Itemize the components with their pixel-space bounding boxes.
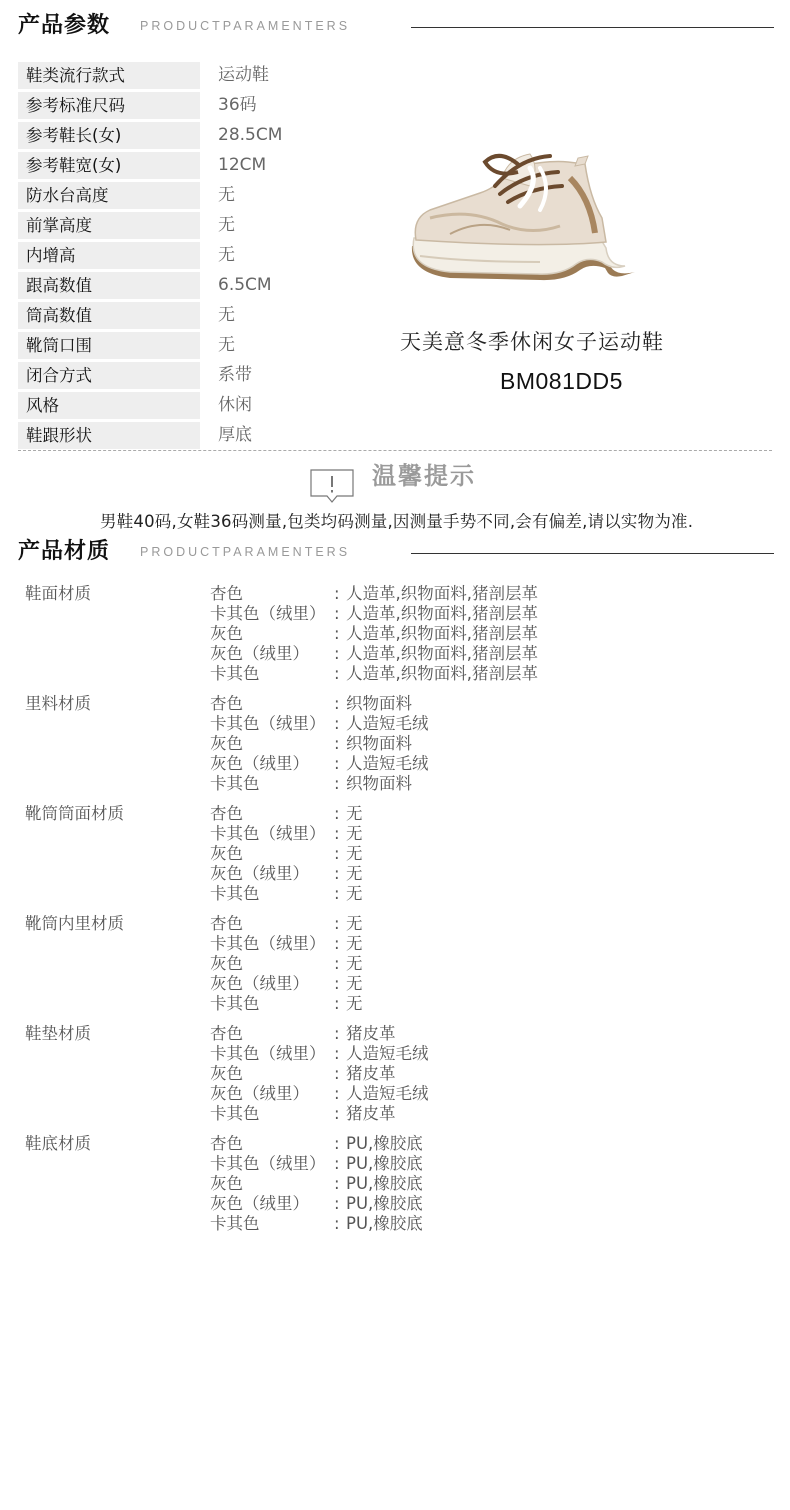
tip-text: 男鞋40码,女鞋36码测量,包类均码测量,因测量手势不同,会有偏差,请以实物为准. xyxy=(100,512,694,531)
colon-separator: : xyxy=(334,1154,340,1173)
material-items xyxy=(210,914,363,1014)
material-group-label: 鞋底材质 xyxy=(25,1134,91,1153)
material-line xyxy=(210,824,363,844)
material-color-name: 卡其色 xyxy=(210,994,260,1013)
material-color-name: 灰色 xyxy=(210,954,243,973)
material-color-name: 卡其色（绒里） xyxy=(210,604,326,623)
material-group-label: 靴筒内里材质 xyxy=(25,914,124,933)
params-value: 12CM xyxy=(218,154,267,175)
params-key: 参考标准尺码 xyxy=(18,92,200,119)
params-key: 跟高数值 xyxy=(18,272,200,299)
material-line xyxy=(210,774,429,794)
materials-list xyxy=(25,584,745,1244)
material-line xyxy=(210,734,429,754)
params-value: 无 xyxy=(218,304,235,325)
material-value: 无 xyxy=(346,804,363,823)
material-value: PU,橡胶底 xyxy=(346,1174,423,1193)
material-value: 无 xyxy=(346,994,363,1013)
colon-separator: : xyxy=(334,804,340,823)
material-color-name: 杏色 xyxy=(210,694,243,713)
params-row xyxy=(18,240,378,270)
colon-separator: : xyxy=(334,734,340,753)
material-line xyxy=(210,1084,429,1104)
material-line xyxy=(210,1174,423,1194)
colon-separator: : xyxy=(334,624,340,643)
material-line xyxy=(210,584,538,604)
material-value: 无 xyxy=(346,974,363,993)
material-line xyxy=(210,624,538,644)
params-row xyxy=(18,90,378,120)
material-items xyxy=(210,1024,429,1124)
colon-separator: : xyxy=(334,934,340,953)
material-value: 人造短毛绒 xyxy=(346,714,429,733)
material-group xyxy=(25,914,745,1014)
params-section-header xyxy=(18,9,774,43)
colon-separator: : xyxy=(334,1214,340,1233)
materials-section-header xyxy=(18,535,774,569)
colon-separator: : xyxy=(334,864,340,883)
params-row xyxy=(18,390,378,420)
colon-separator: : xyxy=(334,694,340,713)
material-color-name: 卡其色（绒里） xyxy=(210,714,326,733)
material-color-name: 杏色 xyxy=(210,914,243,933)
material-items xyxy=(210,694,429,794)
material-value: 无 xyxy=(346,934,363,953)
colon-separator: : xyxy=(334,914,340,933)
material-color-name: 杏色 xyxy=(210,584,243,603)
colon-separator: : xyxy=(334,844,340,863)
material-line xyxy=(210,954,363,974)
params-row xyxy=(18,330,378,360)
sneaker-illustration xyxy=(390,138,690,298)
material-color-name: 灰色 xyxy=(210,624,243,643)
material-group xyxy=(25,1134,745,1234)
material-line xyxy=(210,804,363,824)
params-value: 无 xyxy=(218,184,235,205)
material-line xyxy=(210,914,363,934)
material-color-name: 灰色（绒里） xyxy=(210,1084,309,1103)
colon-separator: : xyxy=(334,1134,340,1153)
material-color-name: 卡其色 xyxy=(210,1104,260,1123)
params-key: 靴筒口围 xyxy=(18,332,200,359)
colon-separator: : xyxy=(334,1194,340,1213)
product-image xyxy=(390,138,690,298)
material-color-name: 卡其色（绒里） xyxy=(210,1044,326,1063)
material-line xyxy=(210,1134,423,1154)
colon-separator: : xyxy=(334,604,340,623)
params-key: 闭合方式 xyxy=(18,362,200,389)
material-value: PU,橡胶底 xyxy=(346,1134,423,1153)
material-color-name: 灰色（绒里） xyxy=(210,974,309,993)
material-value: 人造短毛绒 xyxy=(346,1084,429,1103)
material-color-name: 灰色（绒里） xyxy=(210,754,309,773)
material-value: 人造短毛绒 xyxy=(346,754,429,773)
material-value: 织物面料 xyxy=(346,694,412,713)
material-line xyxy=(210,714,429,734)
colon-separator: : xyxy=(334,774,340,793)
material-line xyxy=(210,1044,429,1064)
material-value: 织物面料 xyxy=(346,774,412,793)
material-value: 猪皮革 xyxy=(346,1024,396,1043)
material-color-name: 杏色 xyxy=(210,804,243,823)
material-group-label: 靴筒筒面材质 xyxy=(25,804,124,823)
params-value: 28.5CM xyxy=(218,124,283,145)
colon-separator: : xyxy=(334,644,340,663)
material-group xyxy=(25,804,745,904)
material-color-name: 卡其色 xyxy=(210,884,260,903)
dashed-divider xyxy=(18,450,772,451)
material-line xyxy=(210,1104,429,1124)
material-color-name: 卡其色 xyxy=(210,664,260,683)
material-value: 无 xyxy=(346,864,363,883)
material-group-label: 鞋垫材质 xyxy=(25,1024,91,1043)
materials-section-subtitle: PRODUCTPARAMENTERS xyxy=(140,545,351,559)
params-row xyxy=(18,150,378,180)
material-line xyxy=(210,1214,423,1234)
material-items xyxy=(210,1134,423,1234)
material-value: 无 xyxy=(346,844,363,863)
material-color-name: 灰色 xyxy=(210,1064,243,1083)
colon-separator: : xyxy=(334,954,340,973)
material-color-name: 杏色 xyxy=(210,1134,243,1153)
material-value: PU,橡胶底 xyxy=(346,1214,423,1233)
material-line xyxy=(210,1154,423,1174)
colon-separator: : xyxy=(334,754,340,773)
material-line xyxy=(210,754,429,774)
material-items xyxy=(210,584,538,684)
material-value: 无 xyxy=(346,824,363,843)
params-row xyxy=(18,210,378,240)
params-row xyxy=(18,420,378,450)
materials-section-title: 产品材质 xyxy=(18,539,111,564)
material-line xyxy=(210,664,538,684)
colon-separator: : xyxy=(334,824,340,843)
params-value: 36码 xyxy=(218,94,257,115)
material-line xyxy=(210,884,363,904)
params-row xyxy=(18,120,378,150)
colon-separator: : xyxy=(334,1174,340,1193)
material-value: 人造革,织物面料,猪剖层革 xyxy=(346,604,538,623)
params-key: 前掌高度 xyxy=(18,212,200,239)
material-items xyxy=(210,804,363,904)
material-line xyxy=(210,694,429,714)
material-line xyxy=(210,1064,429,1084)
exclamation-icon xyxy=(310,469,354,503)
params-row xyxy=(18,300,378,330)
colon-separator: : xyxy=(334,1044,340,1063)
material-color-name: 灰色 xyxy=(210,1174,243,1193)
material-value: PU,橡胶底 xyxy=(346,1154,423,1173)
material-color-name: 灰色 xyxy=(210,844,243,863)
material-group xyxy=(25,1024,745,1124)
material-group xyxy=(25,584,745,684)
material-value: 织物面料 xyxy=(346,734,412,753)
material-line xyxy=(210,864,363,884)
material-value: PU,橡胶底 xyxy=(346,1194,423,1213)
colon-separator: : xyxy=(334,884,340,903)
section-divider xyxy=(411,27,774,28)
material-value: 无 xyxy=(346,914,363,933)
material-value: 人造革,织物面料,猪剖层革 xyxy=(346,624,538,643)
params-key: 鞋跟形状 xyxy=(18,422,200,449)
params-value: 无 xyxy=(218,334,235,355)
material-value: 人造短毛绒 xyxy=(346,1044,429,1063)
params-key: 参考鞋宽(女) xyxy=(18,152,200,179)
product-code: BM081DD5 xyxy=(500,368,623,394)
params-value: 运动鞋 xyxy=(218,64,269,85)
product-name: 天美意冬季休闲女子运动鞋 xyxy=(400,330,664,354)
params-row xyxy=(18,360,378,390)
material-value: 人造革,织物面料,猪剖层革 xyxy=(346,664,538,683)
material-line xyxy=(210,1194,423,1214)
material-value: 猪皮革 xyxy=(346,1104,396,1123)
tip-title: 温馨提示 xyxy=(372,462,476,490)
colon-separator: : xyxy=(334,584,340,603)
colon-separator: : xyxy=(334,1064,340,1083)
material-group xyxy=(25,694,745,794)
params-key: 内增高 xyxy=(18,242,200,269)
material-line xyxy=(210,844,363,864)
params-value: 无 xyxy=(218,244,235,265)
colon-separator: : xyxy=(334,714,340,733)
colon-separator: : xyxy=(334,664,340,683)
material-line xyxy=(210,974,363,994)
params-row xyxy=(18,270,378,300)
material-value: 人造革,织物面料,猪剖层革 xyxy=(346,584,538,603)
material-line xyxy=(210,934,363,954)
material-color-name: 灰色（绒里） xyxy=(210,644,309,663)
params-key: 风格 xyxy=(18,392,200,419)
material-color-name: 灰色 xyxy=(210,734,243,753)
params-key: 鞋类流行款式 xyxy=(18,62,200,89)
material-value: 无 xyxy=(346,884,363,903)
material-line xyxy=(210,1024,429,1044)
params-key: 防水台高度 xyxy=(18,182,200,209)
params-value: 6.5CM xyxy=(218,274,272,295)
material-color-name: 卡其色 xyxy=(210,774,260,793)
material-group-label: 里料材质 xyxy=(25,694,91,713)
material-line xyxy=(210,644,538,664)
material-color-name: 杏色 xyxy=(210,1024,243,1043)
params-row xyxy=(18,60,378,90)
material-value: 无 xyxy=(346,954,363,973)
params-key: 参考鞋长(女) xyxy=(18,122,200,149)
material-line xyxy=(210,604,538,624)
colon-separator: : xyxy=(334,1024,340,1043)
material-color-name: 卡其色（绒里） xyxy=(210,1154,326,1173)
material-color-name: 卡其色（绒里） xyxy=(210,824,326,843)
params-row xyxy=(18,180,378,210)
params-value: 厚底 xyxy=(218,424,252,445)
material-color-name: 灰色（绒里） xyxy=(210,864,309,883)
material-color-name: 卡其色 xyxy=(210,1214,260,1233)
material-group-label: 鞋面材质 xyxy=(25,584,91,603)
params-table xyxy=(18,60,378,450)
params-value: 休闲 xyxy=(218,394,252,415)
section-divider xyxy=(411,553,774,554)
material-value: 猪皮革 xyxy=(346,1064,396,1083)
colon-separator: : xyxy=(334,974,340,993)
material-line xyxy=(210,994,363,1014)
params-value: 无 xyxy=(218,214,235,235)
colon-separator: : xyxy=(334,1084,340,1103)
params-section-subtitle: PRODUCTPARAMENTERS xyxy=(140,19,351,33)
material-value: 人造革,织物面料,猪剖层革 xyxy=(346,644,538,663)
colon-separator: : xyxy=(334,1104,340,1123)
colon-separator: : xyxy=(334,994,340,1013)
params-section-title: 产品参数 xyxy=(18,13,111,38)
material-color-name: 灰色（绒里） xyxy=(210,1194,309,1213)
params-key: 筒高数值 xyxy=(18,302,200,329)
params-value: 系带 xyxy=(218,364,252,385)
material-color-name: 卡其色（绒里） xyxy=(210,934,326,953)
